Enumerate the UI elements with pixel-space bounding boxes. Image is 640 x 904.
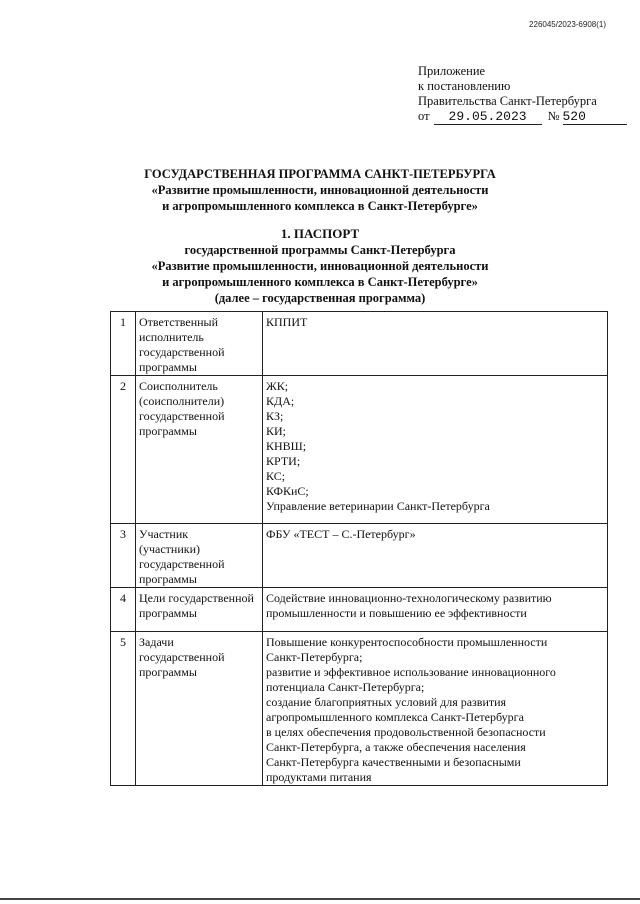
row-content-line: Управление ветеринарии Санкт-Петербурга bbox=[266, 499, 490, 513]
document-id: 226045/2023-6908(1) bbox=[529, 20, 606, 29]
row-label-line: Ответственный bbox=[139, 315, 219, 329]
row-content-line: в целях обеспечения продовольственной безопасности bbox=[266, 725, 546, 739]
annex-line-2: к постановлению bbox=[418, 79, 511, 93]
row-label-line: государственной bbox=[139, 345, 225, 359]
row-label-line: государственной bbox=[139, 409, 225, 423]
passport-title-line-1: 1. ПАСПОРТ bbox=[280, 226, 360, 241]
row-label-line: государственной bbox=[139, 557, 225, 571]
row-label-line: Задачи bbox=[139, 635, 174, 649]
row-content-line: КДА; bbox=[266, 394, 295, 408]
passport-title-line-3: «Развитие промышленности, инновационной деятельности bbox=[151, 259, 489, 273]
table-row bbox=[111, 376, 608, 524]
program-title-line-2: «Развитие промышленности, инновационной деятельности bbox=[151, 183, 489, 197]
table-row bbox=[111, 632, 608, 786]
row-content bbox=[263, 376, 608, 524]
row-label-line: исполнитель bbox=[139, 330, 204, 344]
row-content-line: КФКиС; bbox=[266, 484, 309, 498]
row-content bbox=[263, 524, 608, 588]
row-content-line: ЖК; bbox=[266, 379, 289, 393]
table-row bbox=[111, 312, 608, 376]
row-number: 2 bbox=[111, 376, 136, 524]
row-content-line: Содействие инновационно-технологическому развитию bbox=[266, 591, 552, 605]
table-row bbox=[111, 524, 608, 588]
passport-table bbox=[110, 311, 608, 786]
annex-date: 29.05.2023 bbox=[434, 110, 542, 125]
row-content bbox=[263, 632, 608, 786]
row-number: 5 bbox=[111, 632, 136, 786]
row-content-line: Санкт-Петербурга качественными и безопасными bbox=[266, 755, 521, 769]
annex-line-1: Приложение bbox=[418, 64, 486, 78]
row-content-line: потенциала Санкт-Петербурга; bbox=[266, 680, 425, 694]
program-title-line-3: и агропромышленного комплекса в Санкт-Петербурге» bbox=[162, 199, 478, 213]
row-label-line: Соисполнитель bbox=[139, 379, 218, 393]
row-content bbox=[263, 588, 608, 632]
row-content-line: Санкт-Петербурга; bbox=[266, 650, 363, 664]
row-label-line: программы bbox=[139, 665, 197, 679]
program-title-line-1: ГОСУДАРСТВЕННАЯ ПРОГРАММА САНКТ-ПЕТЕРБУРГА bbox=[144, 167, 496, 181]
row-content-line: КС; bbox=[266, 469, 286, 483]
row-content-line: Санкт-Петербурга, а также обеспечения населения bbox=[266, 740, 526, 754]
row-label bbox=[136, 588, 263, 632]
row-label-line: программы bbox=[139, 572, 197, 586]
annex-number: 520 bbox=[563, 110, 627, 125]
row-label-line: Цели государственной bbox=[139, 591, 254, 605]
row-content-line: агропромышленного комплекса Санкт-Петербурга bbox=[266, 710, 524, 724]
row-content-line: продуктами питания bbox=[266, 770, 372, 784]
row-label bbox=[136, 376, 263, 524]
row-number: 4 bbox=[111, 588, 136, 632]
row-label-line: программы bbox=[139, 606, 197, 620]
program-title bbox=[0, 166, 640, 214]
row-content-line: создание благоприятных условий для развития bbox=[266, 695, 507, 709]
row-content-line: Повышение конкурентоспособности промышленности bbox=[266, 635, 548, 649]
row-content-line: КИ; bbox=[266, 424, 287, 438]
table-row bbox=[111, 588, 608, 632]
row-content-line: промышленности и повышению ее эффективности bbox=[266, 606, 527, 620]
row-label-line: программы bbox=[139, 360, 197, 374]
row-label-line: программы bbox=[139, 424, 197, 438]
row-content-line: ФБУ «ТЕСТ – С.-Петербург» bbox=[266, 527, 416, 541]
passport-title bbox=[0, 226, 640, 306]
annex-from-label: от bbox=[418, 109, 430, 123]
row-label bbox=[136, 312, 263, 376]
passport-title-line-5: (далее – государственная программа) bbox=[214, 291, 426, 305]
row-label-line: Участник bbox=[139, 527, 189, 541]
annex-block bbox=[418, 64, 627, 125]
row-content-line: КРТИ; bbox=[266, 454, 301, 468]
row-content-line: развитие и эффективное использование инновационного bbox=[266, 665, 556, 679]
annex-line-3: Правительства Санкт-Петербурга bbox=[418, 94, 597, 108]
row-number: 3 bbox=[111, 524, 136, 588]
row-content-line: КППИТ bbox=[266, 315, 308, 329]
row-content-line: КЗ; bbox=[266, 409, 284, 423]
passport-title-line-2: государственной программы Санкт-Петербурга bbox=[184, 243, 456, 257]
row-label-line: государственной bbox=[139, 650, 225, 664]
row-label-line: (участники) bbox=[139, 542, 201, 556]
row-label-line: (соисполнители) bbox=[139, 394, 225, 408]
annex-date-row bbox=[418, 109, 627, 125]
annex-number-label: № bbox=[547, 109, 560, 123]
row-label bbox=[136, 632, 263, 786]
row-content-line: КНВШ; bbox=[266, 439, 307, 453]
passport-title-line-4: и агропромышленного комплекса в Санкт-Петербурге» bbox=[162, 275, 478, 289]
row-label bbox=[136, 524, 263, 588]
row-number: 1 bbox=[111, 312, 136, 376]
page-bottom-edge bbox=[0, 898, 640, 902]
row-content bbox=[263, 312, 608, 376]
